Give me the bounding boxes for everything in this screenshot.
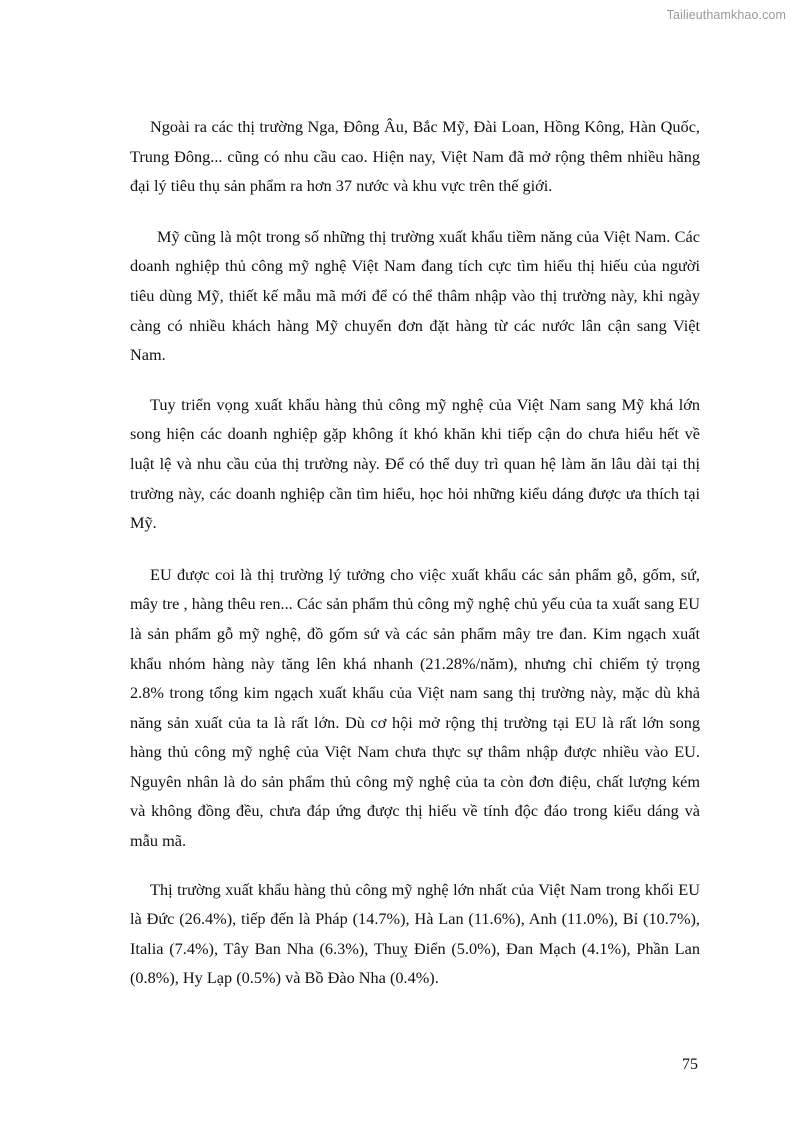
watermark-text: Tailieuthamkhao.com xyxy=(666,8,786,22)
paragraph-us-market-challenges: Tuy triển vọng xuất khẩu hàng thủ công mỹ nghệ của Việt Nam sang Mỹ khá lớn song hiện các doanh nghiệp gặp không ít khó khăn khi tiếp cận do chưa hiểu hết về luật lệ và nhu cầu của thị trường này. Để có thể duy trì quan hệ làm ăn lâu dài tại thị trường này, các doanh nghiệp cần tìm hiểu, học hỏi những kiểu dáng được ưa thích tại Mỹ. xyxy=(130,394,700,533)
paragraph-eu-market: EU được coi là thị trường lý tưởng cho việc xuất khẩu các sản phẩm gỗ, gốm, sứ, mây tre , hàng thêu ren... Các sản phẩm thủ công mỹ nghệ chủ yếu của ta xuất sang EU là sản phẩm gỗ mỹ nghệ, đồ gốm sứ và các sản phẩm mây tre đan. Kim ngạch xuất khẩu nhóm hàng này tăng lên khá nhanh (21.28%/năm), nhưng chỉ chiếm tỷ trọng 2.8% trong tổng kim ngạch xuất khẩu của Việt nam sang thị trường này, mặc dù khả năng sản xuất của ta là rất lớn. Dù cơ hội mở rộng thị trường tại EU là rất lớn song hàng thủ công mỹ nghệ của Việt Nam chưa thực sự thâm nhập được nhiều vào EU. Nguyên nhân là do sản phẩm thủ công mỹ nghệ của ta còn đơn điệu, chất lượng kém và không đồng đều, chưa đáp ứng được thị hiếu về tính độc đáo trong kiểu dáng và mẫu mã. xyxy=(130,564,700,851)
page-number: 75 xyxy=(682,1056,698,1073)
document-body xyxy=(130,112,700,993)
paragraph-other-markets: Ngoài ra các thị trường Nga, Đông Âu, Bắc Mỹ, Đài Loan, Hồng Kông, Hàn Quốc, Trung Đông... cũng có nhu cầu cao. Hiện nay, Việt Nam đã mở rộng thêm nhiều hãng đại lý tiêu thụ sản phẩm ra hơn 37 nước và khu vực trên thế giới. xyxy=(130,117,700,196)
paragraph-us-market-potential: Mỹ cũng là một trong số những thị trường xuất khẩu tiềm năng của Việt Nam. Các doanh nghiệp thủ công mỹ nghệ Việt Nam đang tích cực tìm hiểu thị hiếu của người tiêu dùng Mỹ, thiết kế mẫu mã mới để có thể thâm nhập vào thị trường này, khi ngày càng có nhiều khách hàng Mỹ chuyển đơn đặt hàng từ các nước lân cận sang Việt Nam. xyxy=(130,226,700,365)
paragraph-eu-market-shares: Thị trường xuất khẩu hàng thủ công mỹ nghệ lớn nhất của Việt Nam trong khối EU là Đức (26.4%), tiếp đến là Pháp (14.7%), Hà Lan (11.6%), Anh (11.0%), Bỉ (10.7%), Italia (7.4%), Tây Ban Nha (6.3%), Thuỵ Điển (5.0%), Đan Mạch (4.1%), Phần Lan (0.8%), Hy Lạp (0.5%) và Bồ Đào Nha (0.4%). xyxy=(130,879,700,988)
